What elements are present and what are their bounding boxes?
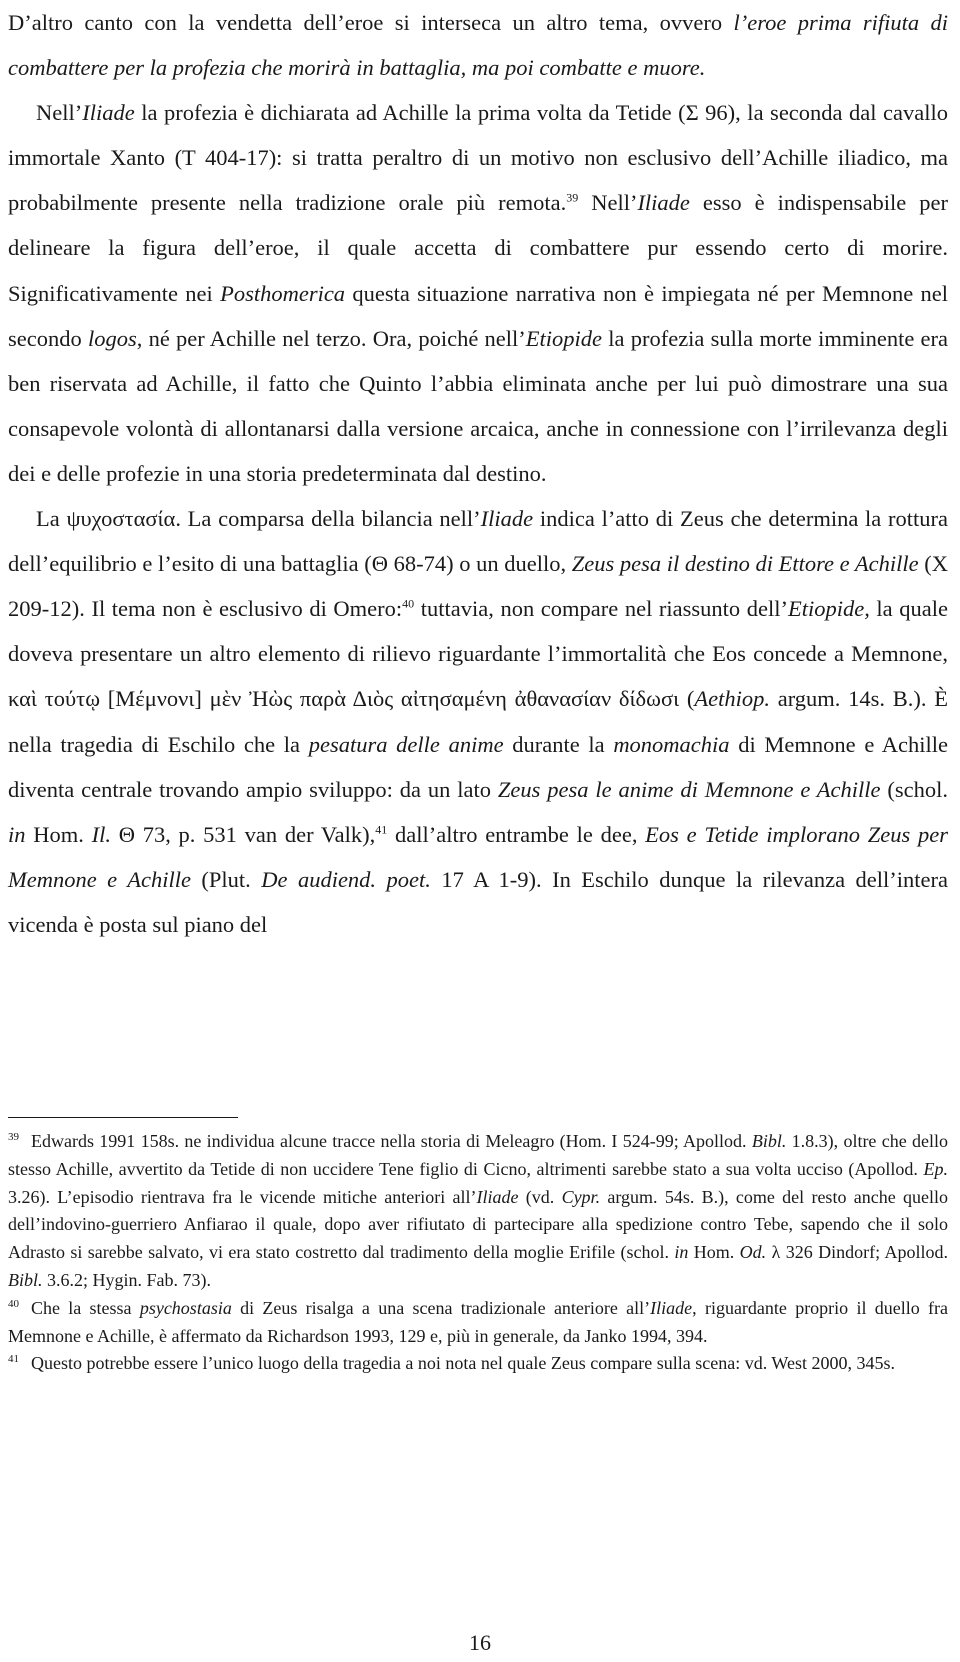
text-run: 1.8.3), oltre che dello stesso Achille, avvertito da Tetide di non uccidere Tene figlio di Cicno, altrimenti sarebbe stato a sua volta ucciso (Apollod.: [8, 1131, 948, 1179]
text-run: (vd.: [518, 1186, 562, 1207]
text-run: D’altro canto con la vendetta dell’eroe si interseca un altro tema, ovvero: [8, 10, 734, 35]
text-run: Questo potrebbe essere l’unico luogo della tragedia a noi nota nel quale Zeus compare sulla scena: vd. West 2000, 345s.: [31, 1353, 895, 1374]
main-text: [8, 0, 948, 947]
text-run: λ 326 Dindorf; Apollod.: [766, 1242, 948, 1263]
italic-run: in: [8, 821, 26, 847]
page-number: 16: [469, 1630, 491, 1655]
italic-run: monomachia: [613, 731, 730, 757]
text-run: Nell’: [578, 190, 638, 216]
italic-run: Bibl.: [8, 1269, 43, 1290]
text-run: durante la: [503, 731, 614, 757]
italic-run: l’eroe prima rifiuta di combattere per la profezia che morirà in battaglia, ma poi combatte e muore.: [8, 10, 948, 81]
italic-run: Od.: [739, 1242, 767, 1263]
text-run: Hom.: [25, 821, 92, 847]
italic-run: Zeus pesa il destino di Ettore e Achille: [571, 551, 919, 577]
footnote-ref-39[interactable]: 39: [566, 190, 579, 205]
text-run: esso è indispensabile per delineare la figura dell’eroe, il quale accetta di combattere pur essendo certo di morire. Significativamente nei: [8, 190, 948, 306]
italic-run: Iliade: [480, 506, 534, 532]
italic-run: Etiopide,: [787, 596, 870, 622]
paragraph-3: [8, 496, 948, 947]
text-run: la profezia è dichiarata ad Achille la prima volta da Tetide (Σ 96), la seconda dal cavallo immortale Xanto (T 404-17): si tratta peraltro di un motivo non esclusivo dell’Achille iliadico, ma probabilmente presente nella tradizione orale più remota.: [8, 100, 948, 216]
text-run: La ψυχοστασία. La comparsa della bilancia nell’: [36, 506, 481, 532]
italic-run: logos: [87, 325, 137, 351]
italic-run: Iliade: [476, 1186, 519, 1207]
text-run: argum. 14s. B.). È nella tragedia di Eschilo che la: [8, 686, 949, 757]
text-run: argum. 54s. B.), come del resto anche quello dell’indovino-guerriero Anfiarao il quale, dopo aver rifiutato di partecipare alla spedizione contro Tebe, sapendo che il solo Adrasto si sarebbe salvato, vi era stato costretto dal tradimento della moglie Erifile (schol.: [8, 1186, 948, 1263]
text-run: (Plut.: [190, 866, 262, 892]
italic-run: in: [674, 1242, 689, 1263]
text-run: indica l’atto di Zeus che determina la rottura dell’equilibrio e l’esito di una battaglia (Θ 68-74) o un duello,: [8, 506, 948, 577]
text-run: la profezia sulla morte imminente era ben riservata ad Achille, il fatto che Quinto l’abbia eliminata anche per lui può dimostrare una sua consapevole volontà di allontanarsi dalla versione arcaica, anche in connessione con l’irrilevanza degli dei e delle profezie in una storia predeterminata dal destino.: [8, 325, 949, 486]
italic-run: Zeus pesa le anime di Memnone e Achille: [497, 776, 881, 802]
text-run: , riguardante proprio il duello fra Memnone e Achille, è affermato da Richardson 1993, 129 e, più in generale, da Janko 1994, 394.: [8, 1297, 948, 1346]
italic-run: Ep.: [923, 1158, 948, 1179]
footnote-39: [8, 1128, 948, 1295]
text-run: Edwards 1991 158s. ne individua alcune tracce nella storia di Meleagro (Hom. I 524-99; Apollod.: [31, 1131, 752, 1151]
italic-run: pesatura delle anime: [308, 731, 504, 757]
text-run: Nell’: [36, 100, 83, 126]
text-run: di Zeus risalga a una scena tradizionale anteriore all’: [231, 1297, 651, 1318]
italic-run: Iliade: [82, 100, 135, 126]
footnote-40: [8, 1295, 948, 1351]
footnote-number: 41: [8, 1353, 19, 1366]
text-run: Che la stessa: [31, 1297, 140, 1318]
italic-run: Aethiop.: [694, 686, 770, 712]
footnote-number: 39: [8, 1131, 19, 1143]
text-run: dall’altro entrambe le dee,: [387, 821, 646, 847]
footnote-ref-40[interactable]: 40: [402, 596, 415, 611]
text-run: tuttavia, non compare nel riassunto dell’: [414, 596, 788, 622]
text-run: 3.6.2; Hygin. Fab. 73).: [42, 1269, 211, 1290]
footnotes: [8, 1128, 948, 1378]
italic-run: Posthomerica: [220, 280, 346, 306]
text-run: questa situazione narrativa non è impiegata né per Memnone nel secondo: [8, 280, 948, 351]
italic-run: Eos e Tetide implorano Zeus per Memnone e Achille: [8, 821, 948, 892]
italic-run: De audiend. poet.: [261, 866, 431, 892]
footnote-separator: [8, 1117, 238, 1118]
footnote-ref-41[interactable]: 41: [375, 822, 388, 837]
footnote-41: [8, 1350, 948, 1378]
italic-run: Bibl.: [751, 1131, 787, 1151]
text-run: , né per Achille nel terzo. Ora, poiché nell’: [136, 325, 526, 351]
text-run: 17 A 1-9). In Eschilo dunque la rilevanza dell’intera vicenda è posta sul piano del: [8, 866, 948, 937]
italic-run: Il.: [91, 821, 111, 847]
italic-run: Etiopide: [525, 325, 603, 351]
italic-run: Iliade: [650, 1297, 693, 1318]
italic-run: Iliade: [637, 190, 690, 216]
paragraph-2: [8, 90, 948, 496]
text-run: Hom.: [688, 1242, 740, 1263]
italic-run: Cypr.: [561, 1186, 601, 1207]
text-run: (X 209-12). Il tema non è esclusivo di Omero:: [8, 551, 948, 622]
text-run: Θ 73, p. 531 van der Valk),: [110, 821, 376, 847]
text-run: (schol.: [880, 776, 948, 802]
italic-run: psychostasia: [139, 1297, 232, 1318]
paragraph-1: [8, 0, 948, 90]
text-run: 3.26). L’episodio rientrava fra le vicende mitiche anteriori all’: [8, 1186, 477, 1207]
text-run: di Memnone e Achille diventa centrale trovando ampio sviluppo: da un lato: [8, 731, 948, 802]
footnote-number: 40: [8, 1297, 19, 1310]
text-run: la quale doveva presentare un altro elemento di rilievo riguardante l’immortalità che Eos concede a Memnone, καὶ τούτῳ [Μέμνονι] μὲν Ἠὼς παρὰ Διὸς αἰτησαμένη ἀθανασίαν δίδωσι (: [8, 596, 948, 712]
